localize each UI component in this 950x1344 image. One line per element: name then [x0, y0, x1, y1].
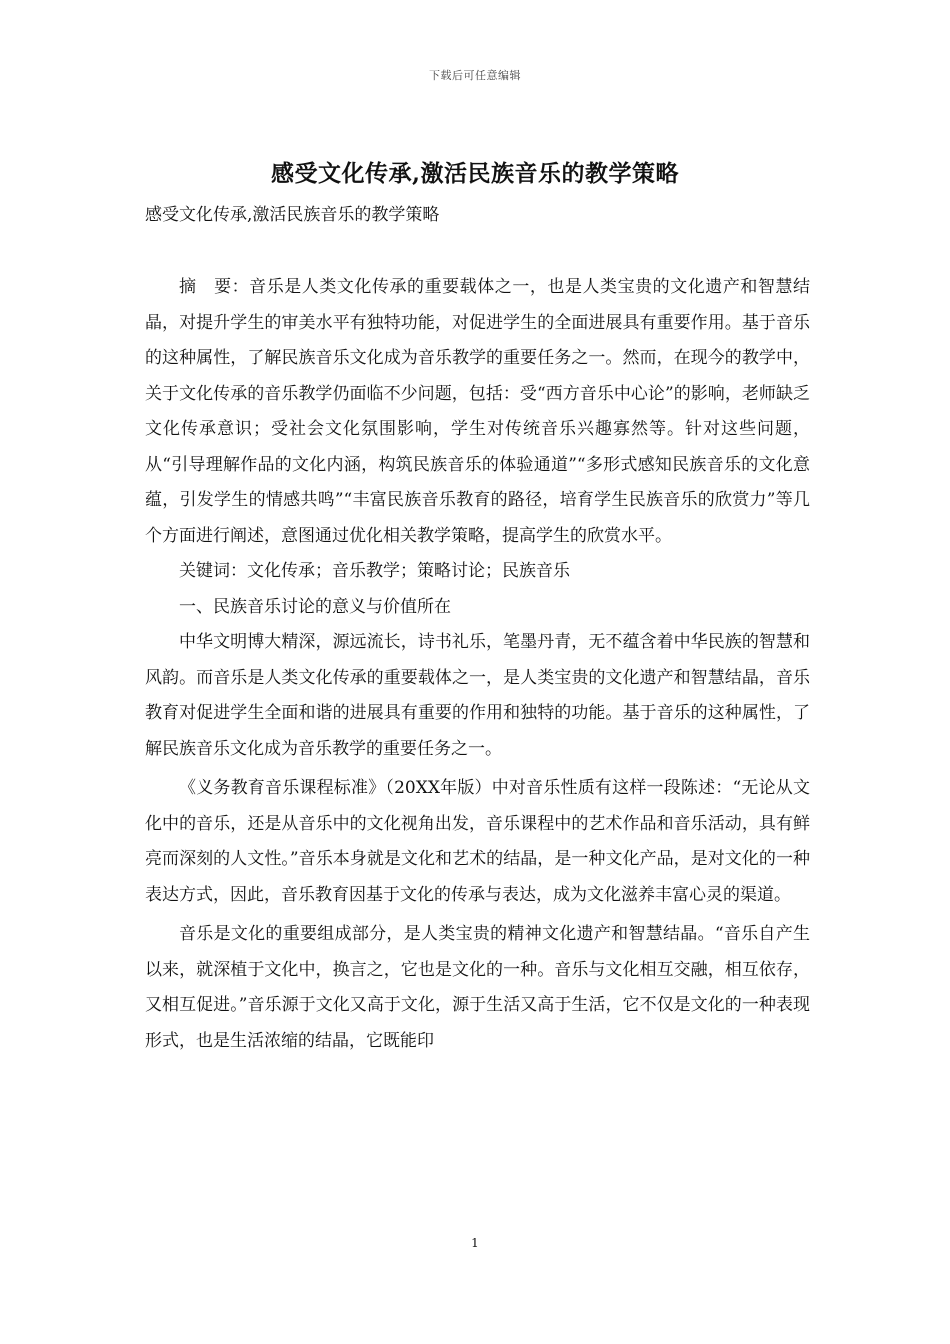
abstract-paragraph: 摘 要：音乐是人类文化传承的重要载体之一，也是人类宝贵的文化遗产和智慧结晶，对提升学生的审美水平有独特功能，对促进学生的全面进展具有重要作用。基于音乐的这种属性，了解民族音乐文化成为音乐教学的重要任务之一。然而，在现今的教学中，关于文化传承的音乐教学仍面临不少问题，包括：受“西方音乐中心论”的影响，老师缺乏文化传承意识；受社会文化氛围影响，学生对传统音乐兴趣寡然等。针对这些问题，从“引导理解作品的文化内涵，构筑民族音乐的体验通道”“多形式感知民族音乐的文化意蕴，引发学生的情感共鸣”“丰富民族音乐教育的路径，培育学生民族音乐的欣赏力”等几个方面进行阐述，意图通过优化相关教学策略，提高学生的欣赏水平。 — [145, 277, 810, 546]
body-paragraph: 《义务教育音乐课程标准》（20XX年版）中对音乐性质有这样一段陈述：“无论从文化中的音乐，还是从音乐中的文化视角出发，音乐课程中的艺术作品和音乐活动，具有鲜亮而深刻的人文性。”音乐本身就是文化和艺术的结晶，是一种文化产品，是对文化的一种表达方式，因此，音乐教育因基于文化的传承与表达，成为文化滋养丰富心灵的渠道。 — [145, 778, 810, 905]
document-subtitle: 感受文化传承,激活民族音乐的教学策略 — [145, 205, 440, 225]
body-paragraph: 中华文明博大精深，源远流长，诗书礼乐，笔墨丹青，无不蕴含着中华民族的智慧和风韵。而音乐是人类文化传承的重要载体之一，是人类宝贵的文化遗产和智慧结晶，音乐教育对促进学生全面和谐的进展具有重要的作用和独特的功能。基于音乐的这种属性，了解民族音乐文化成为音乐教学的重要任务之一。 — [145, 632, 810, 759]
body-paragraph: 音乐是文化的重要组成部分，是人类宝贵的精神文化遗产和智慧结晶。“音乐自产生以来，就深植于文化中，换言之，它也是文化的一种。音乐与文化相互交融，相互依存，又相互促进。”音乐源于文化又高于文化，源于生活又高于生活，它不仅是文化的一种表现形式，也是生活浓缩的结晶，它既能印 — [145, 924, 810, 1051]
document-title: 感受文化传承,激活民族音乐的教学策略 — [270, 160, 679, 187]
page-number: 1 — [471, 1236, 479, 1250]
section-heading: 一、民族音乐讨论的意义与价值所在 — [179, 596, 451, 617]
keywords-paragraph: 关键词：文化传承；音乐教学；策略讨论；民族音乐 — [179, 561, 570, 581]
page-header: 下载后可任意编辑 — [429, 69, 521, 82]
document-body — [145, 270, 810, 1059]
